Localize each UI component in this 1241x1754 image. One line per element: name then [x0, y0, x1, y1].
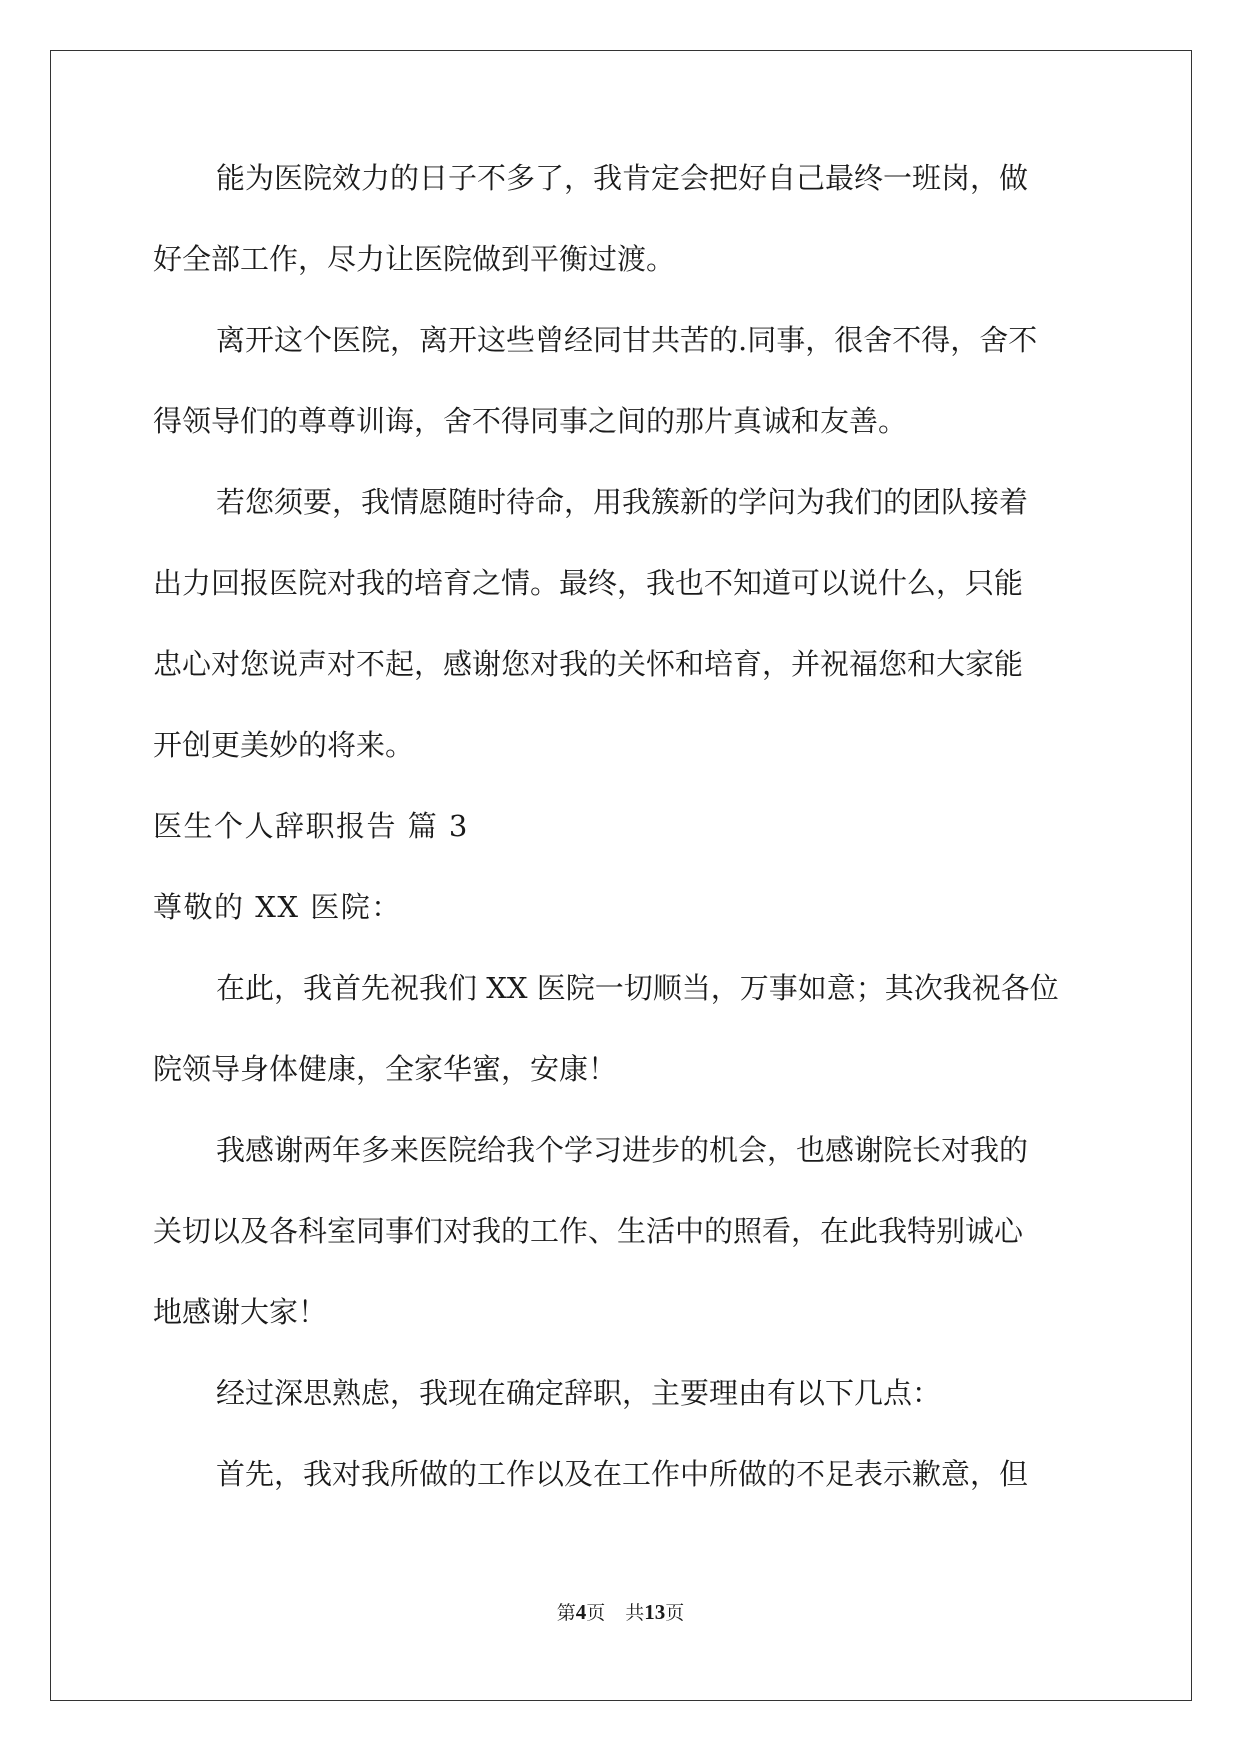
text-line: 得领导们的尊尊训诲，舍不得同事之间的那片真诚和友善。: [153, 404, 908, 438]
text-line: 好全部工作，尽力让医院做到平衡过渡。: [153, 242, 676, 276]
total-pages: 13: [644, 1600, 666, 1624]
text-line: 忠心对您说声对不起，感谢您对我的关怀和培育，并祝福您和大家能: [153, 647, 1024, 681]
page-number: 4: [575, 1600, 587, 1624]
document-body: [153, 160, 1093, 1537]
text-line: 首先，我对我所做的工作以及在工作中所做的不足表示歉意，但: [216, 1457, 1029, 1491]
page-suffix: 页: [586, 1602, 606, 1624]
text-line: 在此，我首先祝我们 XX 医院一切顺当，万事如意；其次我祝各位: [216, 971, 1059, 1005]
salutation: 尊敬的 XX 医院：: [153, 890, 402, 924]
text-line: 开创更美妙的将来。: [153, 728, 415, 762]
text-line: 离开这个医院，离开这些曾经同甘共苦的.同事，很舍不得，舍不: [216, 323, 1038, 357]
text-line: 地感谢大家！: [153, 1295, 328, 1329]
text-line: 关切以及各科室同事们对我的工作、生活中的照看，在此我特别诚心: [153, 1214, 1024, 1248]
text-line: 若您须要，我情愿随时待命，用我簇新的学问为我们的团队接着: [216, 485, 1029, 519]
total-suffix: 页: [665, 1602, 685, 1624]
section-heading: 医生个人辞职报告 篇 3: [153, 809, 469, 843]
text-line: 出力回报医院对我的培育之情。最终，我也不知道可以说什么，只能: [153, 566, 1024, 600]
page-footer: [0, 1598, 1241, 1625]
text-line: 能为医院效力的日子不多了，我肯定会把好自己最终一班岗，做: [216, 161, 1029, 195]
total-prefix: 共: [625, 1602, 645, 1624]
text-line: 经过深思熟虑，我现在确定辞职，主要理由有以下几点：: [216, 1376, 942, 1410]
page-prefix: 第: [556, 1602, 576, 1624]
text-line: 院领导身体健康，全家华蜜，安康！: [153, 1052, 618, 1086]
text-line: 我感谢两年多来医院给我个学习进步的机会，也感谢院长对我的: [216, 1133, 1029, 1167]
